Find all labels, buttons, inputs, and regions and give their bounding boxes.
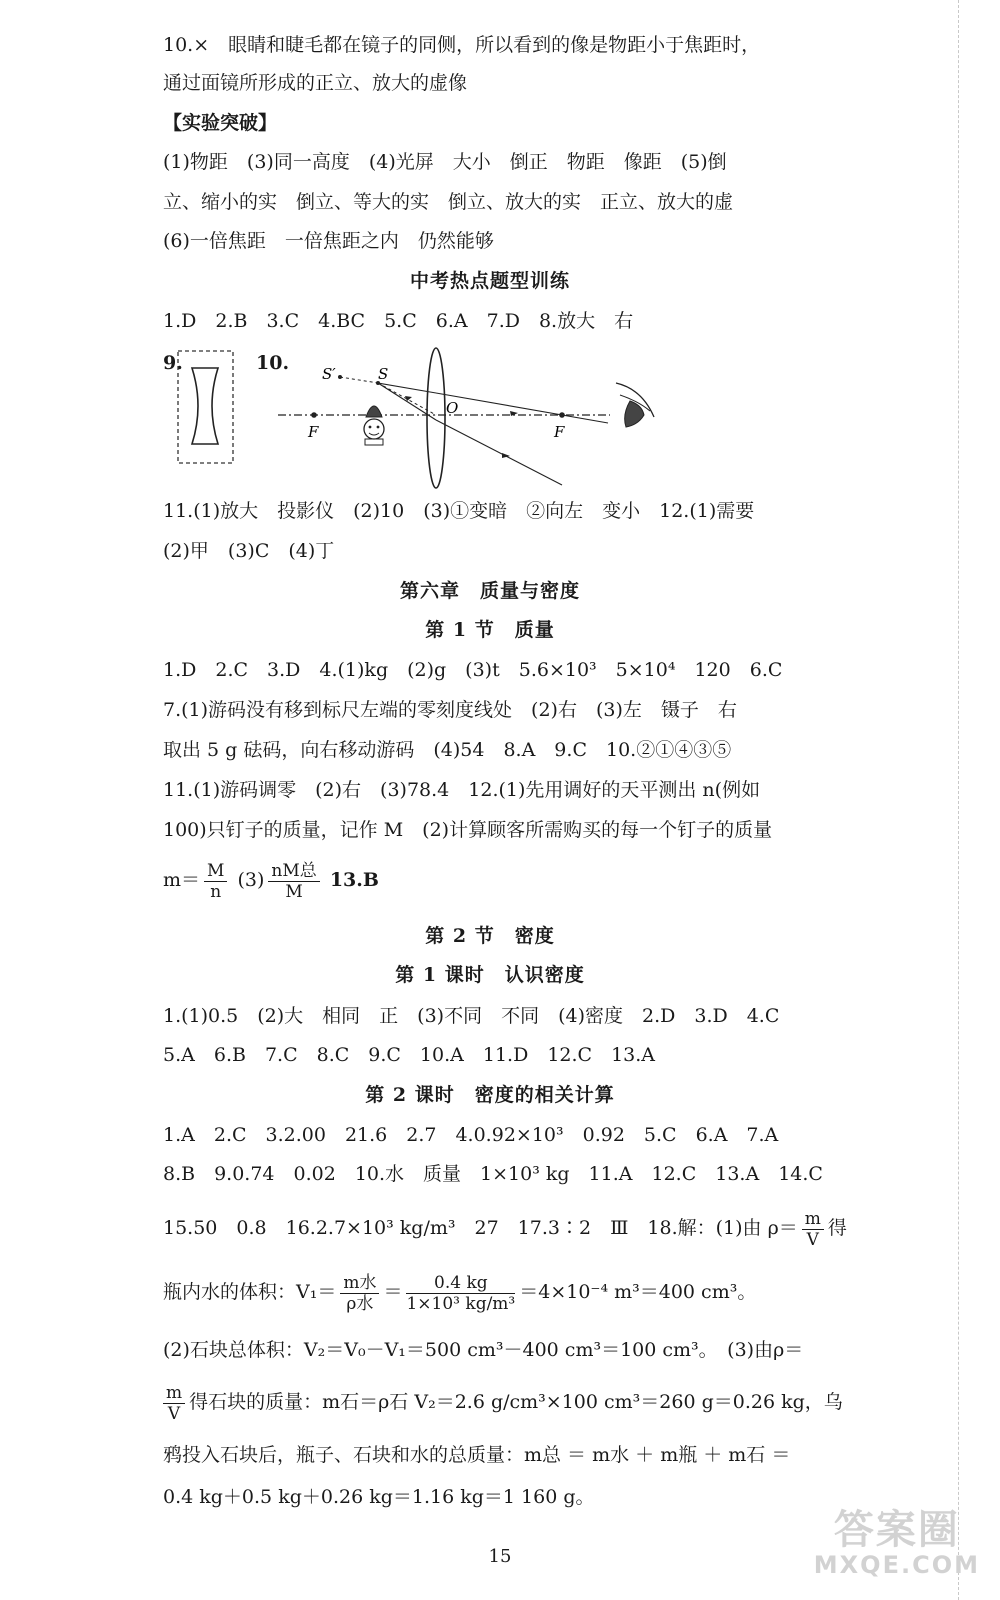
section-label-experiment: 【实验突破】 [163,112,278,134]
section-heading: 中考热点题型训练 [409,270,570,292]
fraction: $\frac{m}{V}$ [802,1209,824,1250]
dashed-back-extension [340,377,378,383]
label-s-prime: S′ [322,365,336,383]
figure-10-convex-lens-diagram [270,345,670,495]
answer-line: 8.B 9.0.74 0.02 10.水 质量 1×10³ kg 11.A 12.C 13.A 14.C [163,1163,823,1185]
fraction: $\frac{M}{n}$ [204,861,227,902]
section-heading: 第 1 节 质量 [425,619,555,641]
figure-9-number: 9. [163,352,183,374]
answer-line-formula: 瓶内水的体积：V₁＝ $\frac{\text{m水}}{\text{ρ水}}$ ＝ $\frac{0.4 kg}{\text{1×10³ kg/m³}}$ ＝4×10⁻⁴ m³＝400 cm³。 [163,1272,757,1314]
lesson-heading: 第 2 课时 密度的相关计算 [365,1084,615,1106]
focus-left-point [311,412,317,418]
figure-9-concave-lens [175,348,237,466]
section-heading: 第 2 节 密度 [425,925,555,947]
convex-lens-icon [427,348,445,488]
answer-line: 鸦投入石块后，瓶子、石块和水的总质量：m总 ＝ m水 ＋ m瓶 ＋ m石 ＝ [163,1444,791,1466]
label-s: S [378,365,389,383]
fraction: $\frac{\text{nM总}}{M}$ [268,861,319,902]
fraction: $\frac{\text{m水}}{\text{ρ水}}$ [340,1273,379,1314]
answer-line: 1.A 2.C 3.2.00 21.6 2.7 4.0.92×10³ 0.92 5.C 6.A 7.A [163,1124,779,1146]
page-number: 15 [488,1546,512,1567]
answer-line: 1.D 2.B 3.C 4.BC 5.C 6.A 7.D 8.放大 右 [163,310,634,332]
answer-line: 7.(1)游码没有移到标尺左端的零刻度线处 (2)右 (3)左 镊子 右 [163,699,737,721]
answer-line: 5.A 6.B 7.C 8.C 9.C 10.A 11.D 12.C 13.A [163,1044,656,1066]
answer-line-formula: m＝ $\frac{M}{n}$ (3) $\frac{\text{nM总}}{M}$ 13.B [163,860,379,902]
fraction: $\frac{0.4 kg}{\text{1×10³ kg/m³}}$ [406,1272,516,1314]
answer-line: 11.(1)游码调零 (2)右 (3)78.4 12.(1)先用调好的天平测出 n(例如 [163,779,761,801]
answer-line: (2)甲 (3)C (4)丁 [163,540,335,562]
answer-line: 10.× 眼睛和睫毛都在镜子的同侧，所以看到的像是物距小于焦距时， [163,34,761,56]
answer-line-formula: 15.50 0.8 16.2.7×10³ kg/m³ 27 17.3∶2 Ⅲ 18.解：(1)由 ρ＝ $\frac{m}{V}$ 得 [163,1208,847,1250]
answer-line: 立、缩小的实 倒立、等大的实 倒立、放大的实 正立、放大的虚 [163,191,734,213]
answer-line: 通过面镜所形成的正立、放大的虚像 [163,72,468,94]
refracted-ray-1 [436,393,608,423]
answer-line: (1)物距 (3)同一高度 (4)光屏 大小 倒正 物距 像距 (5)倒 [163,151,727,173]
answer-line: 0.4 kg＋0.5 kg＋0.26 kg＝1.16 kg＝1 160 g。 [163,1486,595,1508]
figure-10-number: 10. [256,352,290,374]
answer-line: 1.D 2.C 3.D 4.(1)kg (2)g (3)t 5.6×10³ 5×10⁴ 120 6.C [163,659,783,681]
binding-line [958,0,959,1600]
refracted-ray-2 [436,420,562,485]
concave-lens-icon [192,368,218,444]
label-f-left: F [308,423,319,441]
answer-line: 取出 5 g 砝码，向右移动游码 (4)54 8.A 9.C 10.②①④③⑤ [163,739,732,761]
answer-line: 1.(1)0.5 (2)大 相同 正 (3)不同 不同 (4)密度 2.D 3.D 4.C [163,1005,780,1027]
answer-line: (6)一倍焦距 一倍焦距之内 仍然能够 [163,230,494,252]
label-o: O [446,399,459,417]
watermark-logo: 答案圈 MXQE.COM [813,1507,980,1579]
answer-line-formula: $\frac{m}{V}$ 得石块的质量：m石＝ρ石 V₂＝2.6 g/cm³×100 cm³＝260 g＝0.26 kg，乌 [163,1380,843,1424]
answer-line: (2)石块总体积：V₂＝V₀－V₁＝500 cm³－400 cm³＝100 cm³。 (3)由ρ＝ [163,1339,804,1361]
chapter-heading: 第六章 质量与密度 [399,580,580,602]
candle-figure-icon [364,406,384,445]
label-f-right: F [554,423,565,441]
answer-line: 100)只钉子的质量，记作 M (2)计算顾客所需购买的每一个钉子的质量 [163,819,773,841]
answer-line: 11.(1)放大 投影仪 (2)10 (3)①变暗 ②向左 变小 12.(1)需要 [163,500,755,522]
lesson-heading: 第 1 课时 认识密度 [395,964,585,986]
fraction: $\frac{m}{V}$ [163,1383,185,1424]
eye-icon [616,383,654,427]
